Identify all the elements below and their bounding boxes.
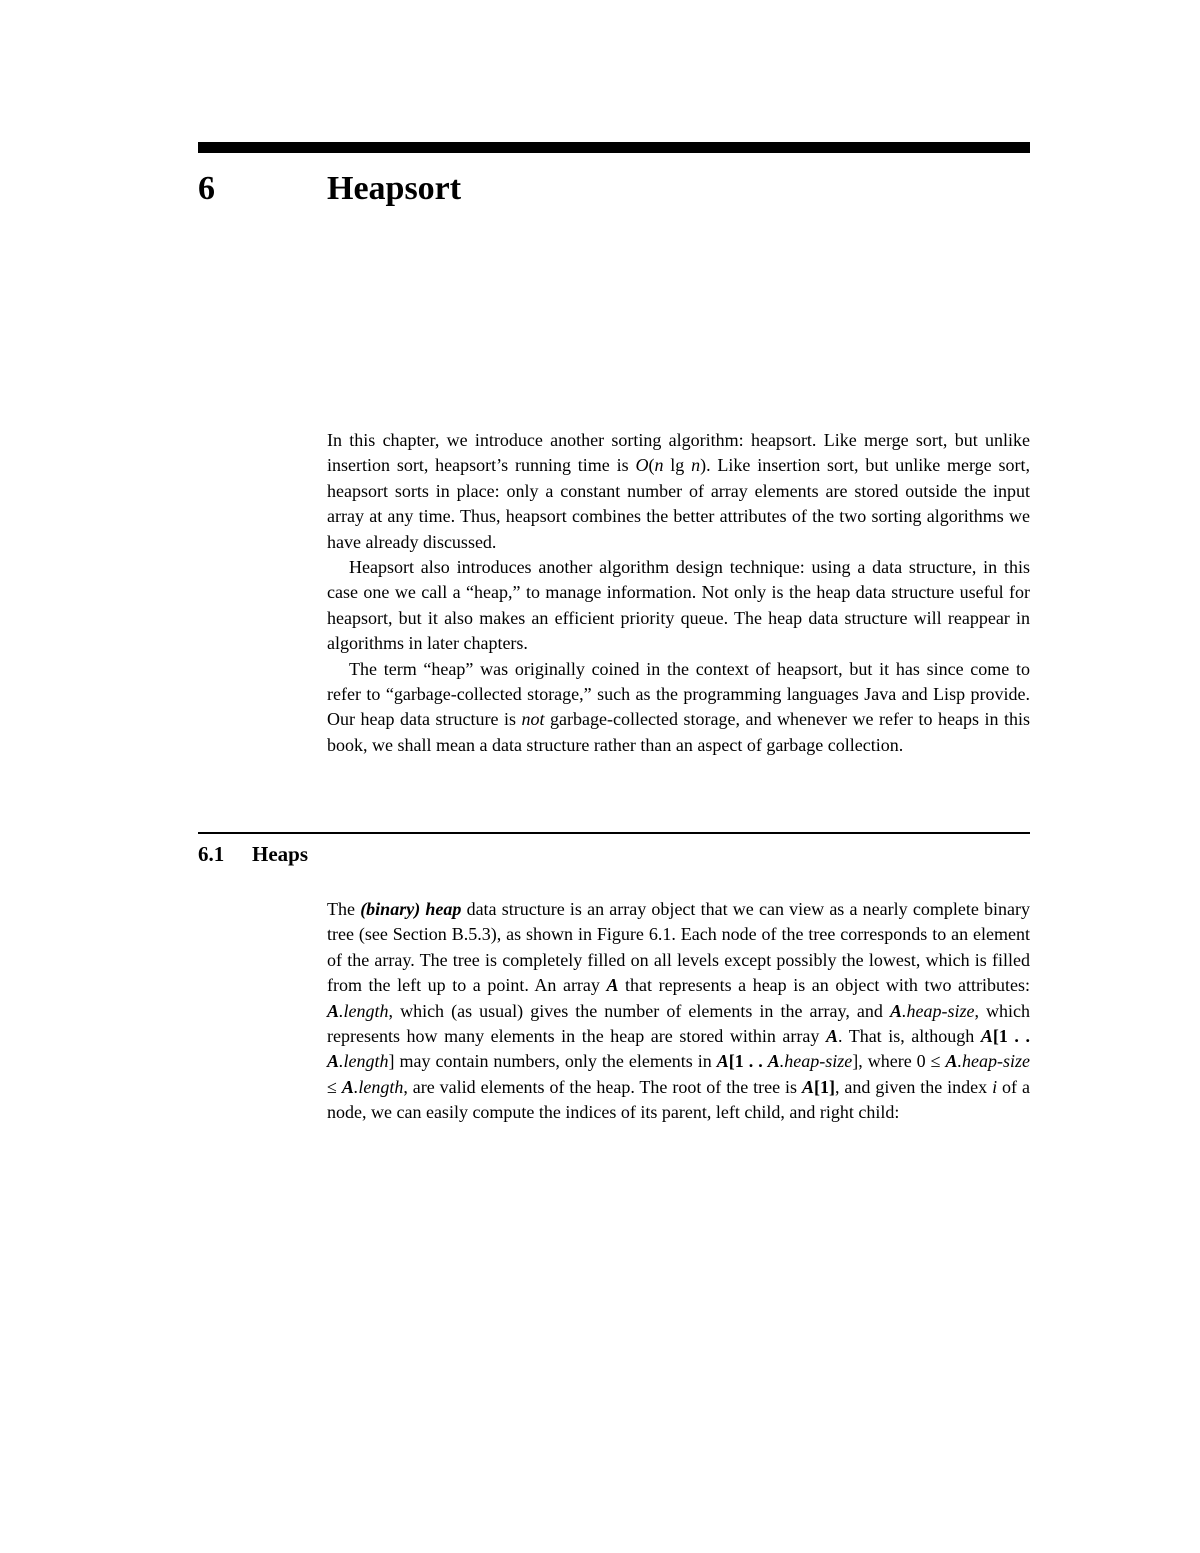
chapter-intro xyxy=(327,428,1030,758)
intro-paragraph-3: The term “heap” was originally coined in the context of heapsort, but it has since come to refer to “garbage-collected storage,” such as the programming languages Java and Lisp provide. Our heap data structure is not garbage-collected storage, and whenever we refer to heaps in this book, we shall mean a data structure rather than an aspect of garbage collection. xyxy=(327,658,1030,755)
section-rule xyxy=(198,832,1030,834)
section-body xyxy=(327,897,1030,1126)
chapter-top-rule xyxy=(198,142,1030,153)
section-paragraph-1: The (binary) heap data structure is an array object that we can view as a nearly complete binary tree (see Section B.5.3), as shown in Figure 6.1. Each node of the tree corresponds to an element of the array. The tree is completely filled on all levels except possibly the lowest, which is filled from the left up to a point. An array A that represents a heap is an object with two attributes: A.length, which (as usual) gives the number of elements in the array, and A.heap-size, which represents how many elements in the heap are stored within array A. That is, although A[1 . . A.length] may contain numbers, only the elements in A[1 . . A.heap-size], where 0 ≤ A.heap-size ≤ A.length, are valid elements of the heap. The root of the tree is A[1], and given the index i of a node, we can easily compute the indices of its parent, left child, and right child: xyxy=(327,899,1030,1123)
intro-paragraph-1: In this chapter, we introduce another sorting algorithm: heapsort. Like merge sort, but unlike insertion sort, heapsort’s running time is O(n lg n). Like insertion sort, but unlike merge sort, heapsort sorts in place: only a constant number of array elements are stored outside the input array at any time. Thus, heapsort combines the better attributes of the two sorting algorithms we have already discussed. xyxy=(327,430,1030,552)
section-number: 6.1 xyxy=(198,842,225,866)
chapter-title: Heapsort xyxy=(327,170,462,207)
chapter-number: 6 xyxy=(198,170,215,207)
intro-paragraph-2: Heapsort also introduces another algorithm design technique: using a data structure, in this case one we call a “heap,” to manage information. Not only is the heap data structure useful for heapsort, but it also makes an efficient priority queue. The heap data structure will reappear in algorithms in later chapters. xyxy=(327,557,1030,654)
math-O: O xyxy=(635,455,649,476)
emphasis-not: not xyxy=(521,709,545,730)
defined-term: (binary) heap xyxy=(360,899,462,919)
section-title: Heaps xyxy=(252,842,309,866)
